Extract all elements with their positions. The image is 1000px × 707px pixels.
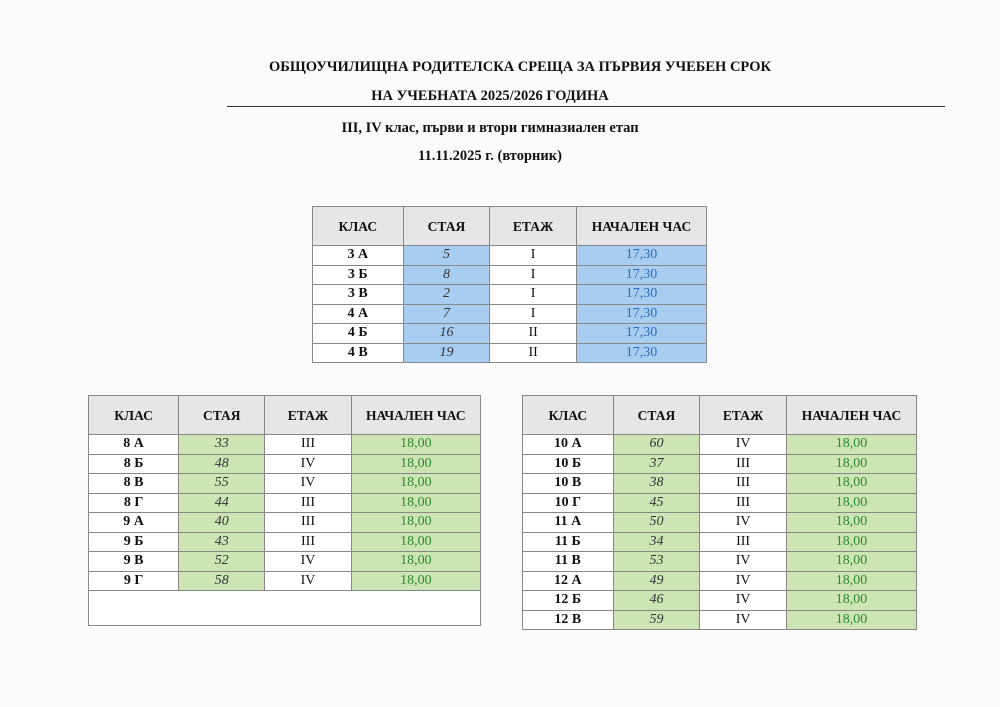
- start-time-cell: 17,30: [576, 343, 706, 363]
- floor-cell: II: [490, 343, 577, 363]
- start-time-cell: 18,00: [786, 532, 916, 552]
- document-title-year: НА УЧЕБНАТА 2025/2026 ГОДИНА: [371, 88, 609, 104]
- floor-cell: I: [490, 265, 577, 285]
- start-time-cell: 18,00: [351, 552, 480, 572]
- class-cell: 3 Б: [313, 265, 404, 285]
- room-cell: 38: [613, 474, 700, 494]
- table-row: [89, 552, 481, 572]
- room-cell: 34: [613, 532, 700, 552]
- table-row: [523, 474, 917, 494]
- table-row: [523, 571, 917, 591]
- header-row: [89, 396, 481, 435]
- empty-cell: [89, 591, 481, 626]
- class-cell: 10 Г: [523, 493, 614, 513]
- room-cell: 46: [613, 591, 700, 611]
- class-cell: 3 А: [313, 246, 404, 266]
- start-time-cell: 17,30: [576, 265, 706, 285]
- start-time-cell: 18,00: [786, 552, 916, 572]
- room-cell: 8: [403, 265, 490, 285]
- table-row: [313, 324, 707, 344]
- room-cell: 40: [179, 513, 265, 533]
- room-cell: 59: [613, 610, 700, 630]
- start-time-cell: 17,30: [576, 246, 706, 266]
- floor-cell: III: [700, 454, 787, 474]
- start-time-cell: 18,00: [786, 591, 916, 611]
- floor-cell: IV: [700, 513, 787, 533]
- start-time-cell: 17,30: [576, 304, 706, 324]
- column-header: КЛАС: [89, 396, 179, 435]
- start-time-cell: 18,00: [786, 493, 916, 513]
- room-cell: 45: [613, 493, 700, 513]
- column-header: НАЧАЛЕН ЧАС: [786, 396, 916, 435]
- start-time-cell: 18,00: [786, 610, 916, 630]
- table-row: [313, 246, 707, 266]
- floor-cell: III: [700, 532, 787, 552]
- table-row: [313, 265, 707, 285]
- room-cell: 7: [403, 304, 490, 324]
- floor-cell: I: [490, 285, 577, 305]
- floor-cell: IV: [700, 571, 787, 591]
- column-header: ЕТАЖ: [490, 207, 577, 246]
- class-cell: 9 Г: [89, 571, 179, 591]
- floor-cell: IV: [700, 552, 787, 572]
- subtitle: III, IV клас, първи и втори гимназиален етап: [341, 120, 639, 136]
- start-time-cell: 18,00: [351, 435, 480, 455]
- room-cell: 43: [179, 532, 265, 552]
- table-row: [523, 513, 917, 533]
- room-cell: 44: [179, 493, 265, 513]
- schedule-table-grades-10-12: [522, 395, 917, 630]
- start-time-cell: 17,30: [576, 324, 706, 344]
- class-cell: 8 Г: [89, 493, 179, 513]
- floor-cell: IV: [265, 571, 351, 591]
- class-cell: 9 Б: [89, 532, 179, 552]
- table-row: [313, 343, 707, 363]
- floor-cell: I: [490, 304, 577, 324]
- floor-cell: III: [265, 435, 351, 455]
- title-divider: [227, 106, 945, 107]
- column-header: НАЧАЛЕН ЧАС: [576, 207, 706, 246]
- start-time-cell: 18,00: [786, 454, 916, 474]
- table-row: [89, 493, 481, 513]
- header-row: [523, 396, 917, 435]
- class-cell: 9 В: [89, 552, 179, 572]
- start-time-cell: 18,00: [786, 474, 916, 494]
- class-cell: 12 А: [523, 571, 614, 591]
- column-header: СТАЯ: [179, 396, 265, 435]
- floor-cell: IV: [700, 610, 787, 630]
- room-cell: 16: [403, 324, 490, 344]
- start-time-cell: 18,00: [351, 571, 480, 591]
- class-cell: 8 А: [89, 435, 179, 455]
- class-cell: 11 А: [523, 513, 614, 533]
- table-row: [89, 454, 481, 474]
- start-time-cell: 18,00: [786, 513, 916, 533]
- start-time-cell: 18,00: [351, 493, 480, 513]
- floor-cell: IV: [265, 552, 351, 572]
- table-row: [523, 435, 917, 455]
- table-row: [313, 304, 707, 324]
- floor-cell: III: [700, 493, 787, 513]
- floor-cell: III: [265, 532, 351, 552]
- meeting-date: 11.11.2025 г. (вторник): [418, 148, 562, 164]
- header-row: [313, 207, 707, 246]
- column-header: КЛАС: [313, 207, 404, 246]
- room-cell: 33: [179, 435, 265, 455]
- column-header: СТАЯ: [613, 396, 700, 435]
- floor-cell: II: [490, 324, 577, 344]
- start-time-cell: 18,00: [786, 435, 916, 455]
- column-header: ЕТАЖ: [700, 396, 787, 435]
- table-row: [313, 285, 707, 305]
- room-cell: 55: [179, 474, 265, 494]
- floor-cell: IV: [265, 474, 351, 494]
- room-cell: 53: [613, 552, 700, 572]
- room-cell: 19: [403, 343, 490, 363]
- start-time-cell: 18,00: [786, 571, 916, 591]
- floor-cell: III: [265, 513, 351, 533]
- document-title: ОБЩОУЧИЛИЩНА РОДИТЕЛСКА СРЕЩА ЗА ПЪРВИЯ УЧЕБЕН СРОК: [268, 59, 771, 75]
- class-cell: 3 В: [313, 285, 404, 305]
- class-cell: 8 Б: [89, 454, 179, 474]
- table-row: [89, 571, 481, 591]
- room-cell: 2: [403, 285, 490, 305]
- start-time-cell: 18,00: [351, 474, 480, 494]
- table-row: [89, 435, 481, 455]
- room-cell: 50: [613, 513, 700, 533]
- room-cell: 5: [403, 246, 490, 266]
- column-header: ЕТАЖ: [265, 396, 351, 435]
- column-header: СТАЯ: [403, 207, 490, 246]
- column-header: НАЧАЛЕН ЧАС: [351, 396, 480, 435]
- class-cell: 4 А: [313, 304, 404, 324]
- table-row: [523, 532, 917, 552]
- class-cell: 11 Б: [523, 532, 614, 552]
- room-cell: 52: [179, 552, 265, 572]
- room-cell: 49: [613, 571, 700, 591]
- schedule-table-primary: [312, 206, 707, 363]
- table-row: [523, 610, 917, 630]
- floor-cell: IV: [700, 435, 787, 455]
- column-header: КЛАС: [523, 396, 614, 435]
- class-cell: 10 В: [523, 474, 614, 494]
- floor-cell: IV: [700, 591, 787, 611]
- room-cell: 48: [179, 454, 265, 474]
- room-cell: 60: [613, 435, 700, 455]
- class-cell: 4 Б: [313, 324, 404, 344]
- table-row: [523, 493, 917, 513]
- floor-cell: III: [265, 493, 351, 513]
- table-row: [523, 454, 917, 474]
- table-row: [523, 552, 917, 572]
- start-time-cell: 18,00: [351, 532, 480, 552]
- table-row: [89, 532, 481, 552]
- floor-cell: I: [490, 246, 577, 266]
- start-time-cell: 17,30: [576, 285, 706, 305]
- class-cell: 10 А: [523, 435, 614, 455]
- class-cell: 12 Б: [523, 591, 614, 611]
- class-cell: 10 Б: [523, 454, 614, 474]
- class-cell: 4 В: [313, 343, 404, 363]
- class-cell: 9 А: [89, 513, 179, 533]
- class-cell: 12 В: [523, 610, 614, 630]
- room-cell: 58: [179, 571, 265, 591]
- room-cell: 37: [613, 454, 700, 474]
- class-cell: 11 В: [523, 552, 614, 572]
- floor-cell: IV: [265, 454, 351, 474]
- schedule-table-grades-8-9: [88, 395, 481, 626]
- class-cell: 8 В: [89, 474, 179, 494]
- table-row: [89, 513, 481, 533]
- table-row: [523, 591, 917, 611]
- start-time-cell: 18,00: [351, 454, 480, 474]
- empty-row: [89, 591, 481, 626]
- start-time-cell: 18,00: [351, 513, 480, 533]
- floor-cell: III: [700, 474, 787, 494]
- table-row: [89, 474, 481, 494]
